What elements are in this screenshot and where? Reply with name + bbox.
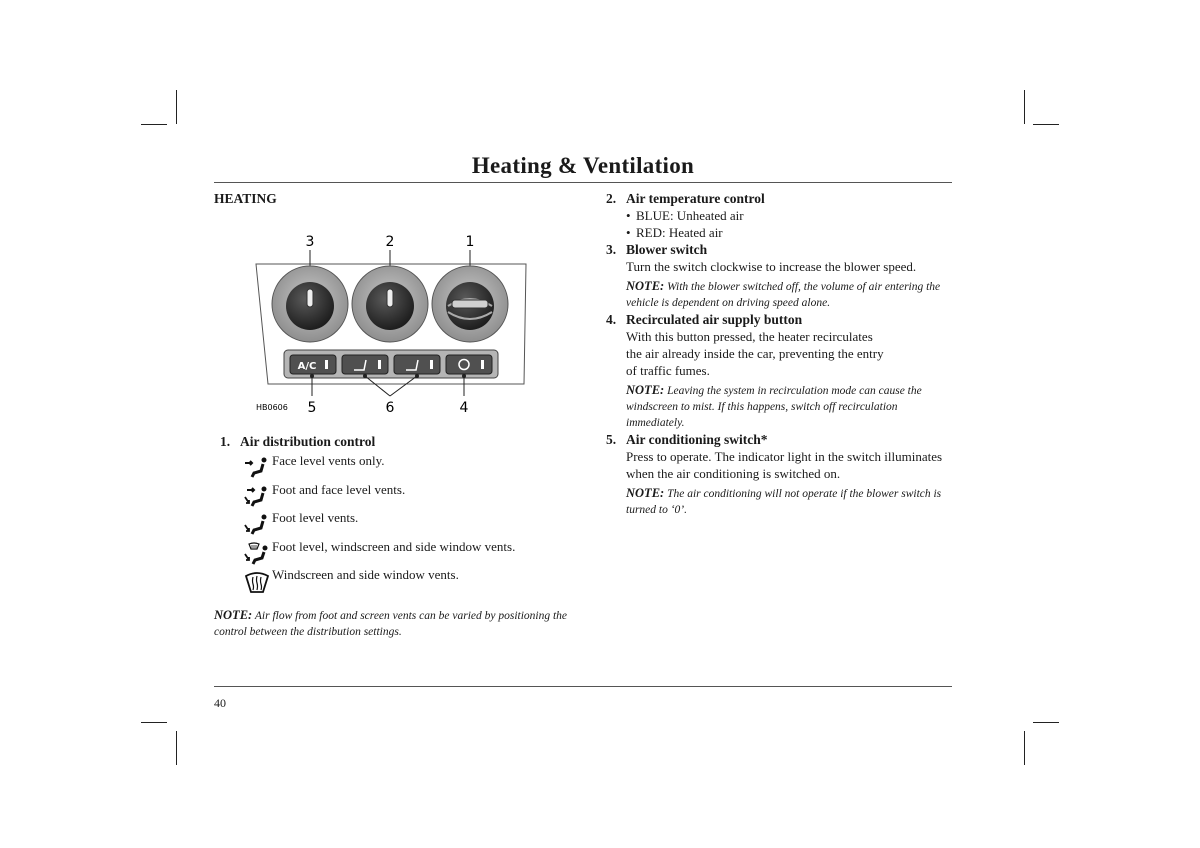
crop-mark bbox=[1033, 722, 1059, 723]
item-3-title: 3. Blower switch bbox=[606, 242, 708, 257]
callout-6: 6 bbox=[385, 400, 395, 416]
foot-vent-icon bbox=[244, 513, 270, 537]
air-distribution-knob bbox=[432, 266, 508, 342]
item-3-note: NOTE: With the blower switched off, the volume of air entering the vehicle is dependent on driving speed alone. bbox=[626, 279, 941, 309]
footer-rule bbox=[214, 686, 952, 687]
distribution-text: Foot and face level vents. bbox=[272, 481, 406, 497]
temperature-control-knob bbox=[352, 266, 428, 342]
recirculation-button bbox=[446, 355, 492, 374]
distribution-text: Foot level, windscreen and side window vents. bbox=[272, 538, 516, 554]
heated-seat-button-left bbox=[342, 355, 388, 374]
foot-screen-vent-icon bbox=[244, 542, 270, 566]
callout-3: 3 bbox=[305, 234, 315, 250]
list-item: • RED: Heated air bbox=[636, 224, 956, 241]
crop-mark bbox=[141, 124, 167, 125]
crop-mark bbox=[1024, 731, 1025, 765]
blower-switch-knob bbox=[272, 266, 348, 342]
windscreen-vent-icon bbox=[244, 570, 270, 594]
callout-5: 5 bbox=[307, 400, 317, 416]
item-5-title: 5. Air conditioning switch* bbox=[606, 432, 768, 447]
crop-mark bbox=[1033, 124, 1059, 125]
list-item: • BLUE: Unheated air bbox=[636, 207, 956, 224]
distribution-text: Face level vents only. bbox=[272, 453, 385, 468]
heater-control-panel-figure bbox=[254, 230, 544, 422]
item-2-title: 2. Air temperature control bbox=[606, 191, 765, 206]
item-5-note: NOTE: The air conditioning will not operate if the blower switch is turned to ‘0’. bbox=[626, 486, 942, 516]
list-item bbox=[220, 538, 580, 567]
list-item bbox=[220, 481, 580, 510]
left-column bbox=[214, 190, 574, 638]
callout-1: 1 bbox=[465, 234, 475, 250]
face-vent-icon bbox=[244, 456, 270, 480]
crop-mark bbox=[141, 722, 167, 723]
callout-4: 4 bbox=[459, 400, 469, 416]
item-4-body-line: of traffic fumes. bbox=[626, 363, 710, 378]
list-item bbox=[220, 452, 580, 481]
page-number: 40 bbox=[214, 696, 226, 710]
foot-face-vent-icon bbox=[244, 485, 270, 509]
distribution-text: Foot level vents. bbox=[272, 510, 359, 525]
figure-code: HB0606 bbox=[256, 403, 288, 412]
callout-2: 2 bbox=[385, 234, 395, 250]
right-column bbox=[606, 190, 956, 518]
distribution-list bbox=[220, 452, 580, 595]
ac-label: A/C bbox=[297, 361, 317, 372]
ac-button bbox=[290, 355, 336, 374]
crop-mark bbox=[1024, 90, 1025, 124]
title-rule bbox=[214, 182, 952, 183]
heated-seat-button-right bbox=[394, 355, 440, 374]
crop-mark bbox=[176, 731, 177, 765]
distribution-note: NOTE: Air flow from foot and screen vents can be varied by positioning the control between the distribution settings. bbox=[214, 608, 568, 638]
section-heading: HEATING bbox=[214, 191, 277, 206]
item-1-title: 1. Air distribution control bbox=[220, 434, 376, 449]
item-4-body-line: the air already inside the car, preventing the entry bbox=[626, 346, 884, 361]
list-item bbox=[220, 566, 580, 595]
list-item bbox=[220, 509, 580, 538]
crop-mark bbox=[176, 90, 177, 124]
item-5-body: Press to operate. The indicator light in the switch illuminates when the air conditioning is switched on. bbox=[626, 449, 943, 481]
page-title: Heating & Ventilation bbox=[471, 153, 695, 178]
item-4-note: NOTE: Leaving the system in recirculation mode can cause the windscreen to mist. If this happens, switch off recirculation immediately. bbox=[626, 383, 922, 429]
item-4-title: 4. Recirculated air supply button bbox=[606, 312, 803, 327]
distribution-text: Windscreen and side window vents. bbox=[272, 567, 459, 582]
item-4-body-line: With this button pressed, the heater recirculates bbox=[626, 329, 873, 344]
item-3-body: Turn the switch clockwise to increase the blower speed. bbox=[626, 259, 917, 274]
